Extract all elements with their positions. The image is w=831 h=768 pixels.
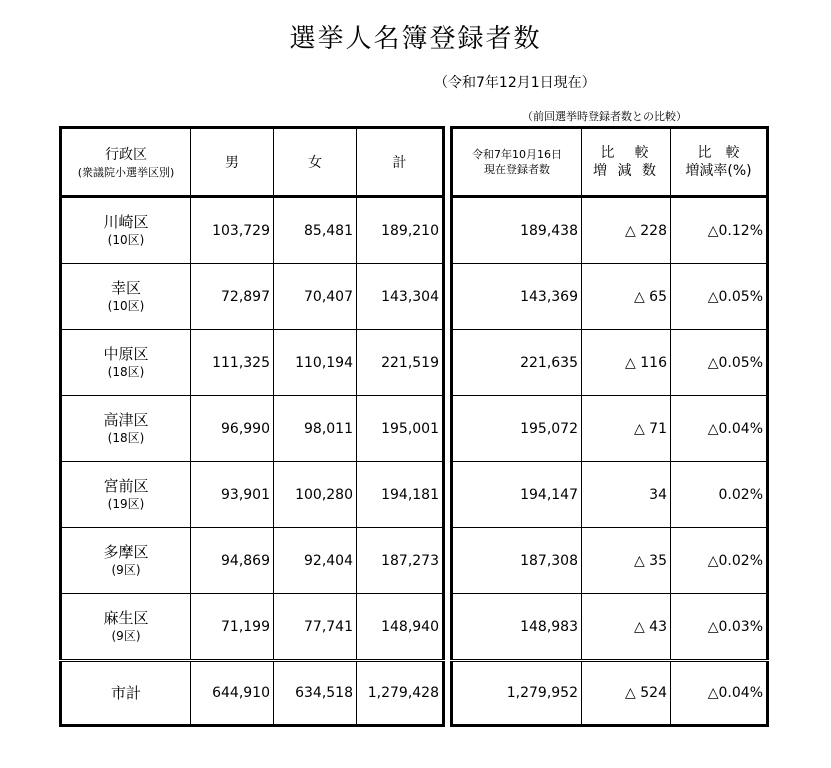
comparison-row [452,264,768,330]
ward-name: 幸区 [110,278,141,297]
difference-rate: △0.02% [671,528,768,594]
ward-cell [61,528,191,594]
ward-name: 多摩区 [103,542,149,561]
city-total-comparison-row [452,661,768,726]
registrants-table [59,126,445,727]
male-count: 94,869 [191,528,274,594]
female-count: 85,481 [274,197,357,264]
total-count: 221,519 [357,330,444,396]
difference-rate: △0.12% [671,197,768,264]
male-count: 111,325 [191,330,274,396]
difference-rate: △0.05% [671,330,768,396]
total-female: 634,518 [274,661,357,726]
ward-district: (10区) [107,298,145,313]
ward-name: 高津区 [103,410,149,429]
total-count: 194,181 [357,462,444,528]
female-count: 77,741 [274,594,357,661]
female-count: 98,011 [274,396,357,462]
ward-cell [61,330,191,396]
table-row [61,594,444,661]
page-title: 選挙人名簿登録者数 [289,24,542,54]
ward-cell [61,462,191,528]
difference-rate: △0.04% [671,396,768,462]
difference-count: △ 35 [582,528,671,594]
comparison-table [450,126,769,727]
table-row [61,528,444,594]
ward-name: 川崎区 [103,212,149,231]
header-row [61,128,444,197]
comparison-note: （前回選挙時登録者数との比較） [522,110,687,123]
previous-count: 148,983 [452,594,582,661]
total-count: 195,001 [357,396,444,462]
male-header: 男 [191,128,274,197]
previous-count: 194,147 [452,462,582,528]
difference-count: △ 116 [582,330,671,396]
total-count: 143,304 [357,264,444,330]
difference-count: △ 228 [582,197,671,264]
difference-header-line1: 比 較 [600,145,652,161]
difference-rate: △0.05% [671,264,768,330]
ward-district: (10区) [107,232,145,247]
male-count: 93,901 [191,462,274,528]
male-count: 72,897 [191,264,274,330]
female-count: 70,407 [274,264,357,330]
city-total-row [61,661,444,726]
female-header: 女 [274,128,357,197]
comparison-header-row [452,128,768,197]
comparison-row [452,594,768,661]
previous-count: 221,635 [452,330,582,396]
previous-date-label: 令和7年10月16日 [472,148,562,161]
ward-header-label: 行政区 [105,147,147,163]
female-count: 110,194 [274,330,357,396]
male-count: 71,199 [191,594,274,661]
ward-cell [61,396,191,462]
ward-name: 宮前区 [103,476,149,495]
rate-header-line1: 比 較 [697,145,740,161]
comparison-row [452,396,768,462]
difference-count: △ 71 [582,396,671,462]
previous-count: 195,072 [452,396,582,462]
difference-rate: △0.03% [671,594,768,661]
ward-district: (19区) [107,496,145,511]
previous-count-label: 現在登録者数 [484,163,550,176]
previous-count: 189,438 [452,197,582,264]
ward-cell [61,594,191,661]
table-row [61,197,444,264]
table-row [61,330,444,396]
comparison-row [452,330,768,396]
total-header: 計 [357,128,444,197]
previous-count-header [452,128,582,197]
comparison-row [452,197,768,264]
ward-cell [61,264,191,330]
ward-cell [61,197,191,264]
difference-count: △ 65 [582,264,671,330]
total-count: 189,210 [357,197,444,264]
comparison-row [452,462,768,528]
female-count: 100,280 [274,462,357,528]
ward-district: (18区) [107,364,145,379]
rate-header [671,128,768,197]
ward-district: (18区) [107,430,145,445]
ward-district: (9区) [111,562,141,577]
total-count: 148,940 [357,594,444,661]
ward-header-sublabel: (衆議院小選挙区別) [77,166,175,179]
city-total-label: 市計 [61,661,191,726]
difference-rate: 0.02% [671,462,768,528]
rate-header-line2: 増減率(%) [685,163,752,179]
total-male: 644,910 [191,661,274,726]
male-count: 96,990 [191,396,274,462]
difference-count: △ 43 [582,594,671,661]
ward-header [61,128,191,197]
comparison-row [452,528,768,594]
table-row [61,396,444,462]
total-difference: △ 524 [582,661,671,726]
male-count: 103,729 [191,197,274,264]
ward-name: 中原区 [103,344,149,363]
previous-count: 143,369 [452,264,582,330]
difference-header-line2: 増 減 数 [593,163,659,179]
total-all: 1,279,428 [357,661,444,726]
female-count: 92,404 [274,528,357,594]
previous-count: 187,308 [452,528,582,594]
table-row [61,462,444,528]
total-previous: 1,279,952 [452,661,582,726]
table-row [61,264,444,330]
ward-name: 麻生区 [103,608,149,627]
difference-header [582,128,671,197]
total-count: 187,273 [357,528,444,594]
as-of-date: （令和7年12月1日現在） [434,75,596,91]
total-rate: △0.04% [671,661,768,726]
ward-district: (9区) [111,628,141,643]
difference-count: 34 [582,462,671,528]
